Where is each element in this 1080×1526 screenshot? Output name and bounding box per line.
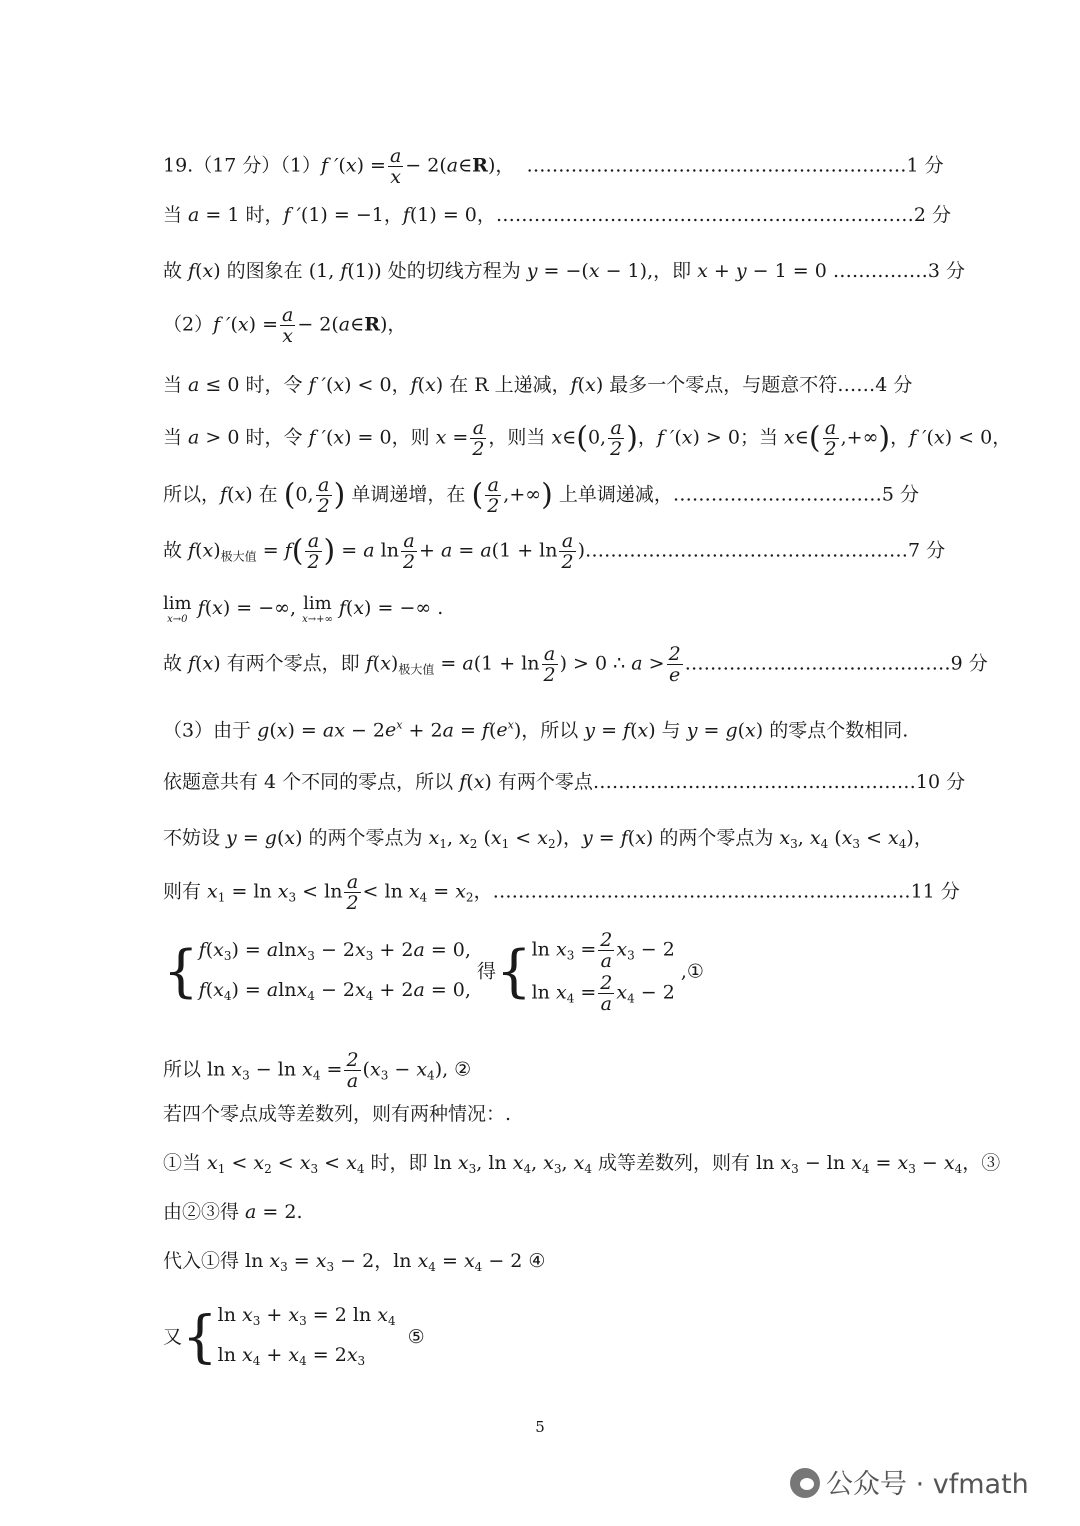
solution-line-6: 当 a > 0 时，令 f ′(x) = 0，则 x = $\frac{a}{2}$ ，则当 x∈(0, $\frac{a}{2}$ )，f ′(x) > 0；当 x∈( $\frac{a}{2}$ ,+∞)，f ′(x) < 0， — [163, 417, 1012, 460]
solution-line-13: 不妨设 y = g(x) 的两个零点为 $x_1$, $x_2$ $(x_1 < x_2)$，y = f(x) 的两个零点为 $x_3$, $x_4$ $(x_3 < x_4)$， — [163, 827, 933, 851]
page-number: 5 — [535, 1418, 545, 1436]
solution-line-12: 依题意共有 4 个不同的零点，所以 f(x) 有两个零点……………………………………………10 分 — [163, 771, 966, 793]
solution-line-17: 若四个零点成等差数列，则有两种情况：. — [163, 1103, 512, 1125]
solution-line-20: 代入①得 $\ln x_3 = x_3 - 2$，$\ln x_4 = x_4 - 2$ ④ — [163, 1250, 546, 1274]
solution-line-21: 又{ $\ln x_3 + x_3 = 2$ $\ln x_4$ $\ln x_4 + x_4 = 2x_3$ ⑤ — [163, 1304, 425, 1370]
solution-line-8: 故 $f(x)_{极大值} = f$( $\frac{a}{2}$ ) = a ln $\frac{a}{2}$ + a = a(1 + ln $\frac{a}{2}$ )……………………………………………7 分 — [163, 530, 946, 573]
solution-line-11: （3）由于 g(x) = ax − $2e^x + 2a = f(e^x)$，所以 y = f(x) 与 y = g(x) 的零点个数相同. — [163, 719, 909, 742]
solution-line-10: 故 f(x) 有两个零点，即 $f(x)_{极大值} = a(1 + \ln$ $\frac{a}{2}$ ) > 0 ∴ a > $\frac{2}{e}$ ……………………………………9 分 — [163, 643, 988, 686]
solution-line-1: 19.（17 分）（1）f ′(x) = $\frac{a}{x}$ − 2(a∈R)， ……………………………………………………1 分 — [163, 145, 944, 188]
solution-line-3: 故 f(x) 的图象在 (1, f(1)) 处的切线方程为 y = −(x − 1),，即 x + y − 1 = 0 ……………3 分 — [163, 260, 965, 282]
solution-line-19: 由②③得 a = 2. — [163, 1201, 303, 1223]
watermark — [790, 1462, 1029, 1501]
wechat-icon — [790, 1468, 820, 1498]
solution-line-2: 当 a = 1 时，f ′(1) = −1，f(1) = 0，…………………………………………………………2 分 — [163, 204, 952, 226]
solution-line-16: 所以 $\ln x_3 - \ln x_4$ = $\frac{2}{a}$ $(x_3 - x_4)$, ② — [163, 1049, 472, 1092]
solution-line-7: 所以，f(x) 在 (0, $\frac{a}{2}$ ) 单调递增，在 ( $\frac{a}{2}$ ,+∞) 上单调递减，……………………………5 分 — [163, 474, 919, 517]
solution-line-9: lim x→0 f(x) = −∞, lim x→+∞ f(x) = −∞ . — [163, 593, 444, 625]
watermark-text: 公众号 · vfmath — [826, 1469, 1029, 1500]
solution-line-14: 则有 $x_1 = \ln x_3 < \ln$ $\frac{a}{2}$ < $\ln x_4 = x_2$，…………………………………………………………11 分 — [163, 871, 960, 914]
solution-line-5: 当 a ≤ 0 时，令 f ′(x) < 0，f(x) 在 R 上递减，f(x) 最多一个零点，与题意不符……4 分 — [163, 374, 913, 396]
solution-line-4: （2）f ′(x) = $\frac{a}{x}$ − 2(a∈R)， — [163, 304, 407, 347]
solution-line-15: { $f(x_3) = alnx_3 - 2x_3 + 2a = 0$, $f(x_4) = alnx_4 - 2x_4 + 2a = 0$, 得{ $\ln x_3$ = $\frac{2}{a}$ $x_3 - 2$ $\ln x_4$ = $\frac{2}{a}$ $x_4 - 2$ ,① — [163, 929, 704, 1015]
solution-line-18: ①当 $x_1 < x_2 < x_3 < x_4$ 时，即 $\ln x_3$, $\ln x_4$, $x_3$, $x_4$ 成等差数列，则有 $\ln x_3 - \ln x_4 = x_3 - x_4$，③ — [163, 1152, 1001, 1176]
